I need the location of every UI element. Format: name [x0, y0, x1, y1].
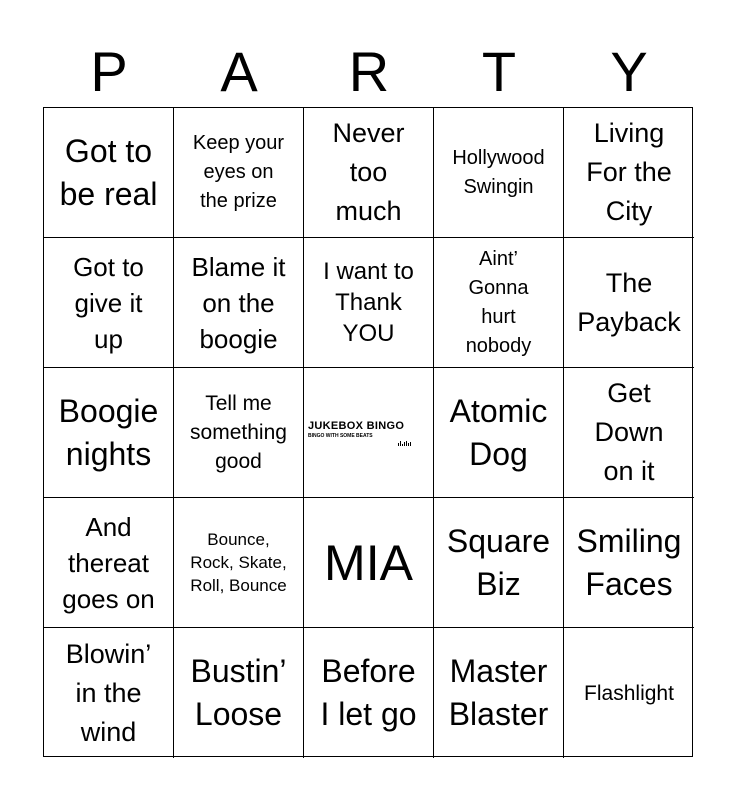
bingo-cell: Master Blaster — [434, 628, 564, 758]
header-letter-p: P — [90, 40, 128, 103]
bingo-cell: Flashlight — [584, 681, 674, 705]
bingo-cell: Get Down on it — [564, 368, 694, 498]
bingo-cell: MIA — [304, 498, 434, 628]
equalizer-icon — [308, 441, 429, 446]
header-letter-t: T — [481, 40, 517, 103]
jukebox-bingo-logo — [308, 420, 429, 446]
bingo-cell: Before I let go — [304, 628, 434, 758]
bingo-cell: And thereat goes on — [44, 498, 174, 628]
bingo-cell: Bustin’ Loose — [174, 628, 304, 758]
bingo-cell: Hollywood Swingin — [434, 108, 564, 238]
bingo-cell: Atomic Dog — [434, 368, 564, 498]
free-space-cell — [304, 368, 434, 498]
bingo-cell: Living For the City — [564, 108, 694, 238]
header-letter-r: R — [348, 40, 390, 103]
bingo-cell: Keep your eyes on the prize — [174, 108, 304, 238]
logo-subtitle: BINGO WITH SOME BEATS — [308, 432, 373, 439]
logo-title: JUKEBOX BINGO — [308, 419, 405, 432]
bingo-cell: The Payback — [564, 238, 694, 368]
bingo-cell: Never too much — [304, 108, 434, 238]
bingo-cell: Boogie nights — [44, 368, 174, 498]
bingo-cell: Smiling Faces — [564, 498, 694, 628]
bingo-cell: Aint’ Gonna hurt nobody — [434, 238, 564, 368]
bingo-cell: I want to Thank YOU — [304, 238, 434, 368]
bingo-cell: Blame it on the boogie — [174, 238, 304, 368]
bingo-cell: Blowin’ in the wind — [44, 628, 174, 758]
bingo-card-grid — [43, 107, 693, 757]
bingo-cell: Got to give it up — [44, 238, 174, 368]
header-letter-a: A — [220, 40, 258, 103]
bingo-cell: Square Biz — [434, 498, 564, 628]
header-letter-y: Y — [610, 40, 648, 103]
bingo-cell: Tell me something good — [174, 368, 304, 498]
bingo-cell: Got to be real — [44, 108, 174, 238]
header-letters — [44, 40, 694, 104]
bingo-cell: Bounce, Rock, Skate, Roll, Bounce — [174, 498, 304, 628]
